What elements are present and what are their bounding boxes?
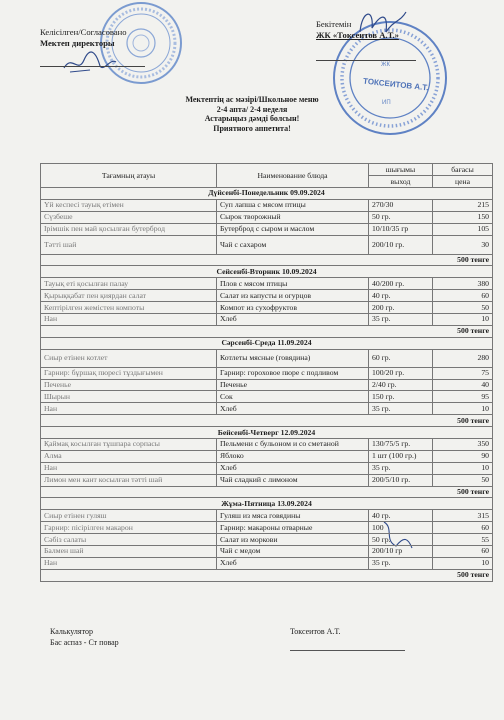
dish-output: 40 гр.	[369, 290, 433, 302]
stamp-type: ЖК	[381, 62, 391, 68]
menu-table	[40, 163, 493, 582]
title-line: Приятного аппетита!	[213, 123, 291, 133]
total-row	[41, 569, 493, 581]
dish-output: 200/10 гр	[369, 546, 433, 558]
dish-ru: Салат из капусты и огурцов	[217, 290, 369, 302]
dish-kz: Нан	[41, 557, 217, 569]
dish-kz: Гарнир: бұршақ пюресі тұздығымен	[41, 367, 217, 379]
dish-ru: Гуляш из мяса говядины	[217, 510, 369, 522]
dish-kz: Сүзбеше	[41, 211, 217, 223]
signature-line	[290, 650, 405, 651]
table-row	[41, 349, 493, 367]
day-total: 500 тенге	[41, 415, 493, 427]
dish-output: 50 гр.	[369, 534, 433, 546]
table-row	[41, 439, 493, 451]
table-row	[41, 510, 493, 522]
approval-left	[40, 27, 127, 49]
chef-label: Бас аспаз - Ст повар	[50, 637, 119, 647]
day-row	[41, 427, 493, 439]
document-title	[120, 95, 384, 133]
col-header-output-ru: выход	[369, 176, 433, 188]
table-row	[41, 302, 493, 314]
day-label: Сейсенбі-Вторник 10.09.2024	[41, 266, 493, 278]
signature-line	[316, 60, 416, 61]
dish-ru: Гарнир: макароны отварные	[217, 522, 369, 534]
dish-output: 2/40 гр.	[369, 379, 433, 391]
dish-output: 100/20 гр.	[369, 367, 433, 379]
dish-kz: Ірімшік пен май қосылған бутерброд	[41, 223, 217, 235]
dish-price: 40	[433, 379, 493, 391]
title-line: Мектептің ас мәзірі/Школьное меню	[185, 95, 319, 104]
dish-kz: Сиыр етінен гуляш	[41, 510, 217, 522]
table-row	[41, 534, 493, 546]
dish-price: 60	[433, 546, 493, 558]
title-line: 2-4 апта/ 2-4 неделя	[216, 104, 288, 114]
dish-price: 60	[433, 290, 493, 302]
dish-output: 40/200 гр.	[369, 278, 433, 290]
dish-output: 35 гр.	[369, 462, 433, 474]
dish-price: 215	[433, 199, 493, 211]
dish-price: 50	[433, 302, 493, 314]
dish-price: 60	[433, 522, 493, 534]
dish-price: 90	[433, 450, 493, 462]
dish-kz: Қаймақ косылған тұшпара сорпасы	[41, 439, 217, 451]
table-row	[41, 367, 493, 379]
total-row	[41, 325, 493, 337]
dish-ru: Пельмени с бульоном и со сметаной	[217, 439, 369, 451]
dish-ru: Чай с сахаром	[217, 235, 369, 254]
dish-price: 315	[433, 510, 493, 522]
dish-kz: Кептірілген жемістен компоты	[41, 302, 217, 314]
col-header-output: шығымы	[369, 164, 433, 176]
dish-kz: Нан	[41, 403, 217, 415]
dish-kz: Нан	[41, 462, 217, 474]
table-row	[41, 314, 493, 326]
dish-price: 10	[433, 462, 493, 474]
table-row	[41, 278, 493, 290]
dish-ru: Гарнир: гороховое пюре с подливом	[217, 367, 369, 379]
dish-ru: Сок	[217, 391, 369, 403]
title-line: Астарыңыз дәмді болсын!	[204, 114, 300, 123]
dish-ru: Яблоко	[217, 450, 369, 462]
dish-kz: Сиыр етінен котлет	[41, 349, 217, 367]
table-row	[41, 391, 493, 403]
table-row	[41, 223, 493, 235]
dish-kz: Нан	[41, 314, 217, 326]
dish-price: 150	[433, 211, 493, 223]
dish-ru: Котлеты мясные (говядина)	[217, 349, 369, 367]
dish-output: 10/10/35 гр	[369, 223, 433, 235]
dish-ru: Салат из моркови	[217, 534, 369, 546]
dish-kz: Алма	[41, 450, 217, 462]
table-row	[41, 450, 493, 462]
table-row	[41, 557, 493, 569]
day-label: Бейсенбі-Четверг 12.09.2024	[41, 427, 493, 439]
table-row	[41, 546, 493, 558]
table-row	[41, 199, 493, 211]
table-row	[41, 235, 493, 254]
dish-ru: Бутерброд с сыром и маслом	[217, 223, 369, 235]
stamp-code: ИП	[382, 100, 391, 106]
table-row	[41, 211, 493, 223]
col-header-kz: Тағамның атауы	[41, 164, 217, 188]
dish-kz: Печенье	[41, 379, 217, 391]
dish-output: 270/30	[369, 199, 433, 211]
dish-output: 1 шт (100 гр.)	[369, 450, 433, 462]
dish-output: 150 гр.	[369, 391, 433, 403]
footer-name: Токсеитов А.Т.	[290, 627, 341, 636]
dish-ru: Печенье	[217, 379, 369, 391]
day-row	[41, 337, 493, 349]
footer-left	[50, 627, 119, 648]
day-total: 500 тенге	[41, 569, 493, 581]
dish-price: 50	[433, 474, 493, 486]
day-total: 500 тенге	[41, 325, 493, 337]
table-row	[41, 462, 493, 474]
col-header-ru: Наименование блюда	[217, 164, 369, 188]
dish-output: 60 гр.	[369, 349, 433, 367]
dish-output: 130/75/5 гр.	[369, 439, 433, 451]
dish-ru: Сырок творожный	[217, 211, 369, 223]
dish-output: 40 гр.	[369, 510, 433, 522]
agreed-label: Келісілген/Согласовано	[40, 27, 127, 37]
dish-ru: Суп лапша с мясом птицы	[217, 199, 369, 211]
director-signature	[60, 48, 120, 76]
day-total: 500 тенге	[41, 486, 493, 498]
signature-line	[40, 66, 145, 67]
dish-price: 95	[433, 391, 493, 403]
dish-kz: Лимон мен кант косылған тәтті шай	[41, 474, 217, 486]
dish-ru: Хлеб	[217, 403, 369, 415]
total-row	[41, 254, 493, 266]
table-row	[41, 403, 493, 415]
dish-price: 75	[433, 367, 493, 379]
col-header-price-ru: цена	[433, 176, 493, 188]
day-row	[41, 188, 493, 200]
dish-kz: Шырын	[41, 391, 217, 403]
dish-kz: Қырыққабат пен қиярдан салат	[41, 290, 217, 302]
dish-output: 35 гр.	[369, 314, 433, 326]
table-header-row	[41, 164, 493, 176]
table-row	[41, 290, 493, 302]
dish-output: 200/5/10 гр.	[369, 474, 433, 486]
stamp-name: ТОКСЕИТОВ А.Т.	[362, 76, 429, 93]
approval-right	[316, 19, 399, 41]
contractor-label: ЖК «Токсеитов А.Т.»	[316, 30, 399, 40]
day-row	[41, 498, 493, 510]
dish-ru: Чай сладкий с лимоном	[217, 474, 369, 486]
dish-output: 50 гр.	[369, 211, 433, 223]
dish-price: 350	[433, 439, 493, 451]
day-total: 500 тенге	[41, 254, 493, 266]
dish-kz: Сәбіз салаты	[41, 534, 217, 546]
table-row	[41, 474, 493, 486]
dish-output: 100	[369, 522, 433, 534]
dish-price: 55	[433, 534, 493, 546]
dish-price: 10	[433, 314, 493, 326]
director-label: Мектеп директоры	[40, 38, 115, 48]
day-row	[41, 266, 493, 278]
day-label: Дүйсенбі-Понедельник 09.09.2024	[41, 188, 493, 200]
dish-kz: Тәтті шай	[41, 235, 217, 254]
dish-ru: Плов с мясом птицы	[217, 278, 369, 290]
dish-kz: Тауық еті қосылған палау	[41, 278, 217, 290]
dish-kz: Гарнир: пісірілген макарон	[41, 522, 217, 534]
dish-ru: Компот из сухофруктов	[217, 302, 369, 314]
dish-kz: Үй кеспесі тауық етімен	[41, 199, 217, 211]
dish-price: 10	[433, 403, 493, 415]
table-row	[41, 379, 493, 391]
dish-price: 380	[433, 278, 493, 290]
dish-kz: Балмен шай	[41, 546, 217, 558]
approve-label: Бекітемін	[316, 19, 352, 29]
dish-output: 35 гр.	[369, 403, 433, 415]
dish-price: 280	[433, 349, 493, 367]
dish-ru: Хлеб	[217, 314, 369, 326]
day-label: Жұма-Пятница 13.09.2024	[41, 498, 493, 510]
dish-ru: Хлеб	[217, 557, 369, 569]
table-row	[41, 522, 493, 534]
total-row	[41, 415, 493, 427]
day-label: Сәрсенбі-Среда 11.09.2024	[41, 337, 493, 349]
calculator-label: Калькулятор	[50, 627, 93, 636]
col-header-price: бағасы	[433, 164, 493, 176]
dish-output: 200/10 гр.	[369, 235, 433, 254]
dish-output: 200 гр.	[369, 302, 433, 314]
dish-price: 10	[433, 557, 493, 569]
dish-ru: Чай с медом	[217, 546, 369, 558]
dish-output: 35 гр.	[369, 557, 433, 569]
dish-price: 30	[433, 235, 493, 254]
dish-ru: Хлеб	[217, 462, 369, 474]
total-row	[41, 486, 493, 498]
dish-price: 105	[433, 223, 493, 235]
